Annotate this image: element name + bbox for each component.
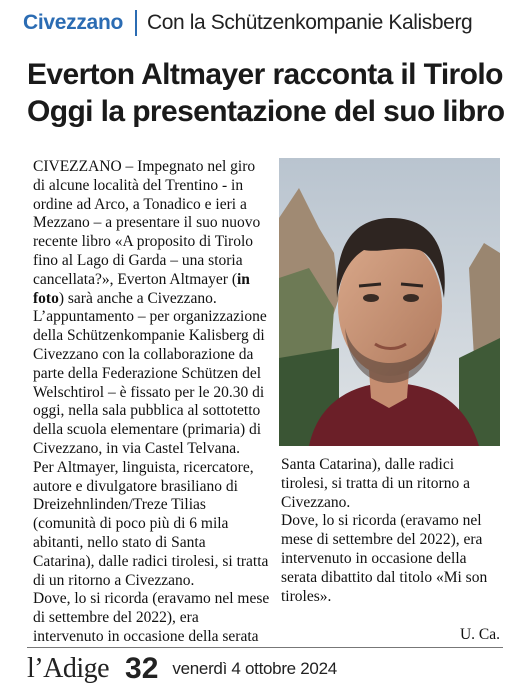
headline-line-2: Oggi la presentazione del suo libro (27, 95, 505, 128)
portrait-photo (279, 158, 500, 446)
paragraph-1-end: ) sarà anche a Civezzano. (58, 289, 217, 307)
paragraph-3: Per Altmayer, linguista, ricercatore, autore e divulgatore brasiliano di Dreizehnlinden/Treze Tilias (comunità di poco più di 6 mila abitanti, nello stato di Santa Catarina), dalle radici tirolesi, si tratta di un ritorno a Civezzano. (33, 458, 269, 589)
paragraph-2: L’appuntamento – per organizzazione della Schützenkompanie Kalisberg di Civezzano con la collaborazione da parte della Federazione Schützen del Welschtirol – è fissato per le 20.30 di oggi, nella sala pubblica al sottotetto della scuola elementare (primaria) di Civezzano, in via Castel Telvana. (33, 308, 267, 457)
paragraph-4: Dove, lo si ricorda (eravamo nel mese di settembre del 2022), era intervenuto in occasione della serata (33, 590, 270, 645)
newspaper-brand: l’Adige (27, 653, 110, 684)
article-column-2 (281, 456, 501, 606)
page-number: 32 (125, 652, 159, 685)
kicker-separator (135, 10, 137, 36)
article-column-1 (33, 158, 271, 646)
footer-rule (27, 647, 503, 648)
author-signature: U. Ca. (459, 626, 500, 643)
headline-line-1: Everton Altmayer racconta il Tirolo (27, 58, 503, 91)
kicker-place: Civezzano (23, 11, 123, 34)
issue-date: venerdì 4 ottobre 2024 (172, 659, 337, 678)
column-2-paragraph-1: Santa Catarina), dalle radici tirolesi, si tratta di un ritorno a Civezzano. (281, 456, 470, 511)
paragraph-1 (33, 158, 271, 308)
column-2-paragraph-2: Dove, lo si ricorda (eravamo nel mese di settembre del 2022), era intervenuto in occasione della serata dibattito dal titolo «Mi son tiroles». (281, 512, 488, 605)
paragraph-1-start: CIVEZZANO – Impegnato nel giro di alcune località del Trentino - in ordine ad Arco, a Tonadico e ieri a Mezzano – a presentare il suo nuovo recente libro «A proposito di Tirolo fino al Lago di Garda – una storia cancellata?», Everton Altmayer ( (33, 158, 261, 288)
headline (27, 56, 507, 130)
in-foto-bold: in foto (33, 270, 250, 307)
kicker-topic: Con la Schützenkompanie Kalisberg (147, 11, 473, 34)
kicker (23, 10, 472, 36)
page-footer (27, 651, 337, 687)
portrait-photo-icon (279, 158, 500, 446)
